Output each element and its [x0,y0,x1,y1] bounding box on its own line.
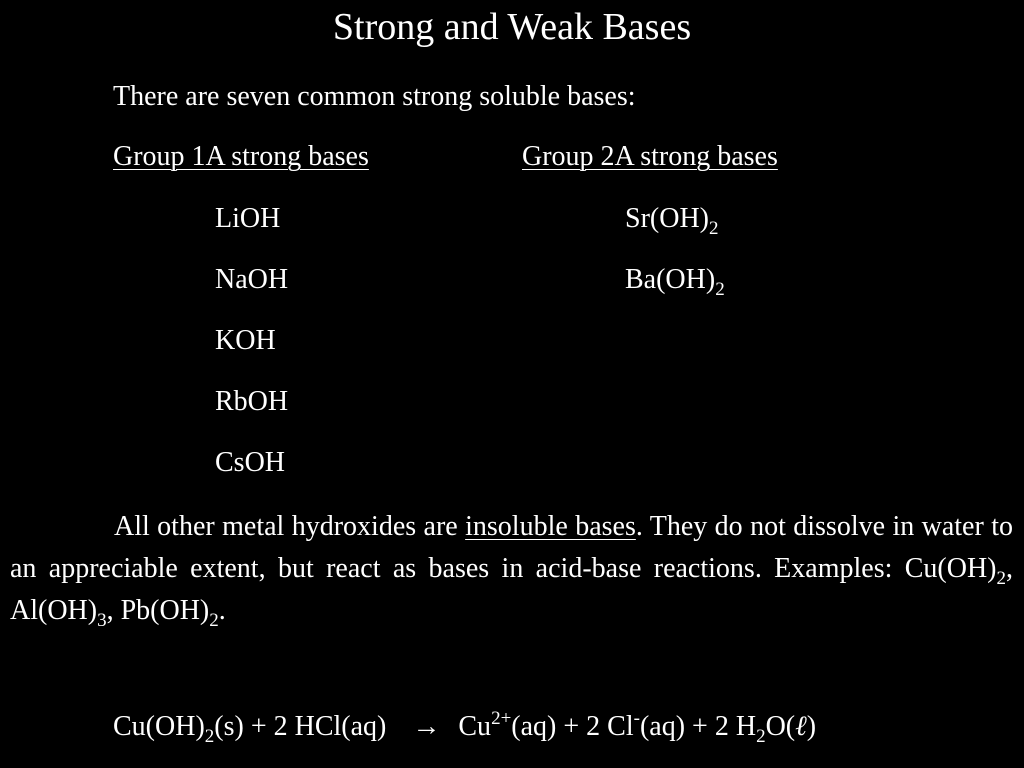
group1-base-item: KOH [215,325,276,356]
example-formula: Pb(OH) [120,595,210,626]
reaction-arrow: → [412,711,441,742]
group1-base-item: LiOH [215,203,281,234]
group2-base-item [625,202,719,239]
example-formula: Al(OH) [10,595,98,626]
reaction-equation [113,708,817,747]
group1-base-item: RbOH [215,386,289,417]
group1-base-item: NaOH [215,264,289,295]
intro-text: There are seven common strong soluble bases: [113,81,636,112]
charge-superscript: - [633,708,640,729]
product: 2 H [714,711,757,742]
paragraph-text: . They do not dissolve in water to an appreciable extent, but react as bases in acid-base reactions. Examples: [10,511,1013,584]
plus-sign: + [556,711,587,742]
product: ) [806,711,817,742]
formula-subscript: 2 [715,279,725,300]
product: 2 Cl [586,711,634,742]
formula: Ba(OH) [625,264,716,295]
insoluble-bases-paragraph [10,506,1013,632]
formula-subscript: 2 [204,726,215,747]
paragraph-text: All other metal hydroxides are [114,511,466,542]
separator: . [218,595,226,626]
liquid-state-symbol: ℓ [795,711,807,742]
insoluble-bases-term: insoluble bases [465,511,636,542]
slide-title: Strong and Weak Bases [332,6,692,48]
reactant: 2 HCl(aq) [273,711,387,742]
product: O( [765,711,796,742]
separator: , [106,595,121,626]
group1-base-item: CsOH [215,447,286,478]
formula-subscript: 2 [709,218,719,239]
group2-base-item [625,263,725,300]
plus-sign: + [243,711,274,742]
formula: Sr(OH) [625,203,709,234]
product: Cu [458,711,492,742]
state: (aq) [511,711,557,742]
formula-subscript: 2 [996,568,1006,589]
formula-subscript: 2 [756,726,766,747]
group2-heading: Group 2A strong bases [522,141,778,172]
group1-heading: Group 1A strong bases [113,141,369,172]
reactant: Cu(OH) [113,711,205,742]
charge-superscript: 2+ [491,708,512,729]
example-formula: Cu(OH) [904,553,997,584]
formula-subscript: 3 [97,610,107,631]
separator: , [1006,553,1013,584]
state: (s) [214,711,244,742]
plus-sign: + [685,711,715,742]
state: (aq) [639,711,686,742]
formula-subscript: 2 [209,610,219,631]
